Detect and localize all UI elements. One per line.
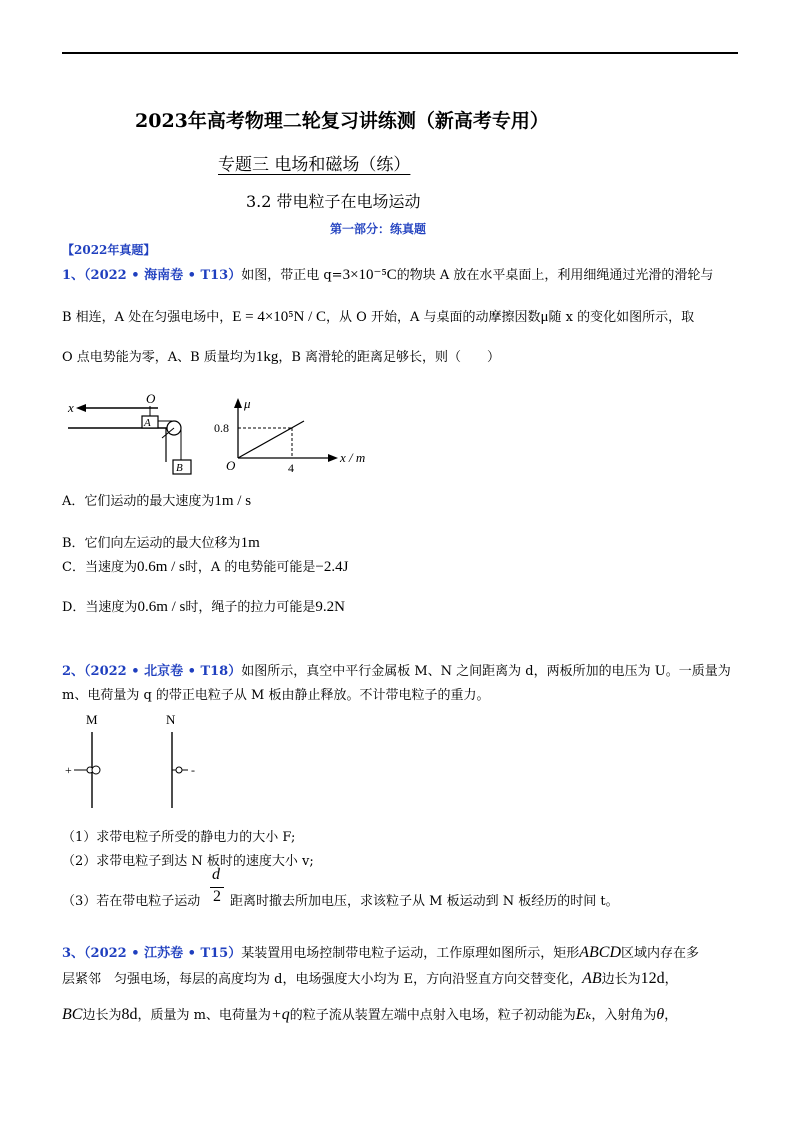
q1-l2c: 随 x 的变化如图所示，取 xyxy=(548,310,695,325)
q1-l1b: 的物块 A 放在水平桌面上，利用细绳通过光滑的滑轮与 xyxy=(396,268,714,283)
year-tag: 【2022年真题】 xyxy=(62,243,156,257)
fig1-x-label: x xyxy=(68,400,74,415)
q1-field: E = 4×10⁵N / C xyxy=(232,309,327,325)
q2-frac-den: 2 xyxy=(213,888,221,905)
q2-p3a: （3）若在带电粒子运动 xyxy=(62,894,201,909)
q3-bc-length: 8d xyxy=(121,1006,138,1023)
q3-line-3 xyxy=(62,1004,677,1024)
fig2-n-label: N xyxy=(166,712,176,727)
q2-l1: 如图所示，真空中平行金属板 M、N 之间距离为 d，两板所加的电压为 U。一质量为 xyxy=(241,664,731,679)
q3-l2c: ， xyxy=(664,972,678,987)
graph-x-tick: 4 xyxy=(288,461,294,475)
q3-l2a: 层紧邻 匀强电场，每层的高度均为 d，电场强度大小均为 E，方向沿竖直方向交替变化， xyxy=(62,972,583,987)
q1-l3b: ，B 离滑轮的距离足够长，则（ ） xyxy=(278,350,501,365)
q1-option-a-math: 1m / s xyxy=(214,493,252,509)
q3-line-2 xyxy=(62,968,678,988)
graph-x-arrow xyxy=(328,454,338,462)
graph-mu-line xyxy=(238,421,304,458)
q3-theta: θ xyxy=(656,1006,665,1023)
q1-l2a: B 相连，A 处在匀强电场中， xyxy=(62,310,233,325)
terminal-n xyxy=(176,767,182,773)
q1-option-a-text: A．它们运动的最大速度为 xyxy=(62,494,215,509)
q3-ab-length: 12d xyxy=(640,970,665,987)
q3-l3d: ，入射角为 xyxy=(591,1008,657,1023)
q1-l3a: O 点电势能为零，A、B 质量均为 xyxy=(62,350,256,365)
fig1-b-label: B xyxy=(176,462,183,474)
fig1-a-label: A xyxy=(144,417,151,429)
q3-l1a: 某装置用电场控制带电粒子运动，工作原理如图所示，矩形 xyxy=(241,946,580,961)
q3-l1b: 区域内存在多 xyxy=(621,946,700,961)
graph-origin: O xyxy=(226,458,236,473)
q1-option-d-mid: 时，绳子的拉力可能是 xyxy=(185,600,316,615)
section-title: 3.2 带电粒子在电场运动 xyxy=(246,192,421,211)
particle xyxy=(92,766,100,774)
q1-option-d[interactable] xyxy=(62,596,345,616)
q1-option-c[interactable] xyxy=(62,556,348,576)
q3-ek: Eₖ xyxy=(575,1006,592,1023)
q1-l2b: ，从 O 开始，A 与桌面的动摩擦因数 xyxy=(326,310,541,325)
q2-line-2: m、电荷量为 q 的带正电粒子从 M 板由静止释放。不计带电粒子的重力。 xyxy=(62,688,490,703)
q1-charge: 3×10⁻⁵C xyxy=(342,267,397,283)
q1-l1a: 如图，带正电 q= xyxy=(241,268,343,283)
graph-y-arrow xyxy=(234,398,242,408)
q1-option-c-speed: 0.6m / s xyxy=(136,559,185,575)
q1-option-d-speed: 0.6m / s xyxy=(137,599,186,615)
subtitle-text: 专题三 电场和磁场（练） xyxy=(218,155,411,175)
q1-option-c-energy: −2.4J xyxy=(315,559,349,575)
q1-line-3 xyxy=(62,346,500,366)
q2-line-1 xyxy=(62,660,731,679)
graph-axis-label: x / m xyxy=(340,450,366,465)
q3-l3e: ， xyxy=(664,1008,678,1023)
q3-l3c: 的粒子流从装置左端中点射入电场，粒子初动能为 xyxy=(289,1008,576,1023)
q3-abcd: ABCD xyxy=(579,944,622,961)
q1-option-b-text: B．它们向左运动的最大位移为 xyxy=(62,536,241,551)
q2-part-2: （2）求带电粒子到达 N 板时的速度大小 v; xyxy=(62,854,314,869)
fig1-o-label: O xyxy=(146,391,156,406)
q1-figure xyxy=(62,390,366,480)
q1-option-a[interactable] xyxy=(62,490,251,510)
fig2-plus: + xyxy=(65,763,72,777)
graph-y-tick: 0.8 xyxy=(214,421,229,435)
q3-charge: +q xyxy=(270,1006,290,1023)
q3-l3a: 边长为 xyxy=(82,1008,122,1023)
fig2-m-label: M xyxy=(86,712,98,727)
q1-option-c-text: C．当速度为 xyxy=(62,560,137,575)
q3-bc: BC xyxy=(62,1006,83,1023)
doc-title: 2023年高考物理二轮复习讲练测（新高考专用） xyxy=(135,110,549,132)
q1-option-b[interactable] xyxy=(62,532,260,552)
q2-figure xyxy=(62,712,212,812)
q1-mu: μ xyxy=(540,309,549,325)
q3-number: 3、（2022 • 江苏卷 • T15） xyxy=(62,946,242,961)
q3-line-1 xyxy=(62,942,699,962)
q1-option-c-mid: 时，A 的电势能可能是 xyxy=(184,560,316,575)
q1-mass: 1kg xyxy=(255,349,279,365)
q3-ab: AB xyxy=(582,970,602,987)
q2-p3b: 距离时撤去所加电压，求该粒子从 M 板运动到 N 板经历的时间 t。 xyxy=(230,894,619,909)
graph-mu-label: μ xyxy=(244,396,251,411)
q1-number: 1、（2022 • 海南卷 • T13） xyxy=(62,268,242,283)
header-rule xyxy=(62,52,738,54)
doc-subtitle xyxy=(218,150,410,175)
q1-option-d-force: 9.2N xyxy=(315,599,345,615)
q1-line-2 xyxy=(62,306,694,326)
part-heading: 第一部分：练真题 xyxy=(330,222,427,236)
q1-line-1 xyxy=(62,264,713,284)
q2-part-1: （1）求带电粒子所受的静电力的大小 F; xyxy=(62,830,296,845)
q2-number: 2、（2022 • 北京卷 • T18） xyxy=(62,664,242,679)
fig2-minus: - xyxy=(191,763,195,777)
x-arrow-head xyxy=(76,404,86,412)
q1-option-d-text: D．当速度为 xyxy=(62,600,138,615)
q2-frac-num: d xyxy=(212,866,220,883)
q3-l3b: ，质量为 m、电荷量为 xyxy=(137,1008,271,1023)
q1-option-b-math: 1m xyxy=(240,535,260,551)
q3-l2b: 边长为 xyxy=(601,972,641,987)
